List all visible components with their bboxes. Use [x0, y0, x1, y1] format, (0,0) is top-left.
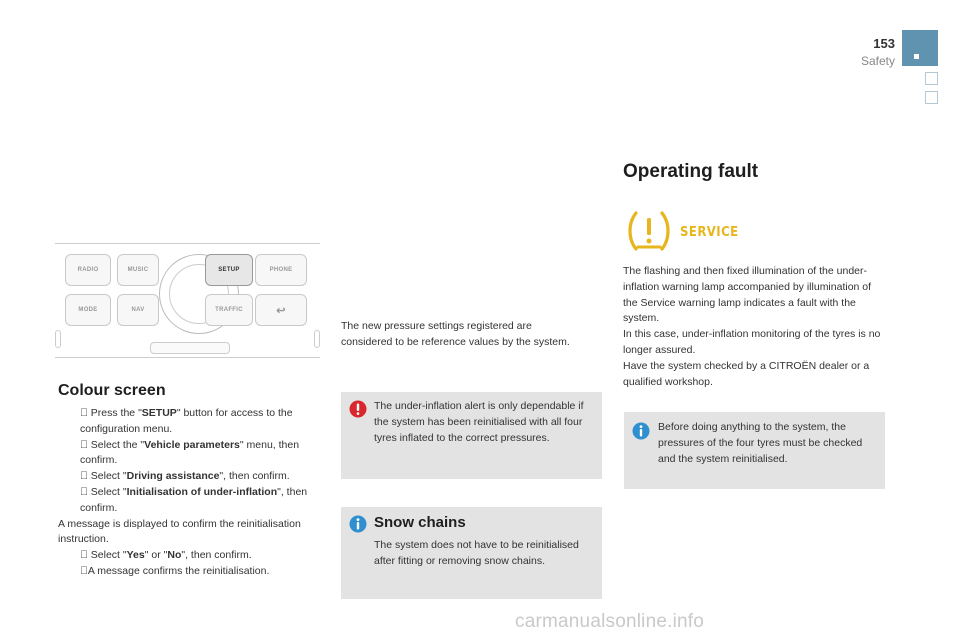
info-icon [349, 515, 367, 533]
step-bold: Yes [126, 549, 145, 562]
fault-description: The flashing and then fixed illumination of the under-inflation warning lamp accompanied by illumination of the Service warning lamp indicates a fault with the system. [623, 265, 872, 325]
step-bold: SETUP [141, 407, 177, 419]
step-text: Press the " [90, 407, 142, 419]
console-music-button: MUSIC [117, 254, 159, 286]
console-top-row-right [255, 254, 307, 286]
warning-note [341, 392, 602, 479]
step-text: " menu, then confirm. [80, 438, 300, 467]
step-text: ", then confirm. [219, 470, 290, 483]
console-back-button: ↩ [255, 294, 307, 326]
step-text: Select " [90, 485, 127, 498]
snow-chains-title: Snow chains [374, 514, 466, 531]
snow-chains-note [341, 507, 602, 599]
console-slot [150, 342, 230, 354]
console-setup-button: SETUP [205, 254, 253, 286]
step-item [58, 469, 323, 485]
under-inflation-warning-lamp-icon [627, 209, 671, 253]
info-note [624, 412, 885, 489]
step-text: Select " [90, 549, 127, 562]
step-bold: Vehicle parameters [144, 438, 240, 451]
step-item [58, 485, 323, 517]
step-text: " or " [144, 549, 168, 562]
watermark: carmanualsonline.info [515, 611, 705, 632]
warning-exclamation-icon [349, 400, 367, 418]
colour-screen-title: Colour screen [58, 382, 166, 399]
step-bold: Driving assistance [126, 470, 220, 483]
console-traffic-button: TRAFFIC [205, 294, 253, 326]
section-name: Safety [860, 54, 895, 68]
console-side-right [314, 330, 320, 348]
fault-line-3: Have the system checked by a CITROËN dealer or a qualified workshop. [623, 359, 870, 388]
colour-screen-steps [58, 406, 323, 580]
fault-line-2: In this case, under-inflation monitoring of the tyres is no longer assured. [623, 328, 881, 356]
section-tab-box [925, 72, 938, 85]
step-item [58, 406, 323, 438]
step-bold: Initialisation of under-inflation [126, 485, 278, 498]
console-radio-button: RADIO [65, 254, 111, 286]
new-pressure-text: The new pressure settings registered are considered to be reference values by the system. [341, 320, 570, 348]
console-illustration [55, 240, 320, 362]
step-text: ", then confirm. [80, 485, 308, 514]
snow-chains-text: The system does not have to be reinitialised after fitting or removing snow chains. [374, 539, 579, 567]
console-phone-button: PHONE [255, 254, 307, 286]
section-tab-box [925, 91, 938, 104]
tab-marker [914, 54, 919, 59]
step-text: Select " [90, 470, 127, 483]
final-note: A message confirms the reinitialisation. [87, 564, 270, 577]
operating-fault-title: Operating fault [623, 161, 759, 182]
page-number: 153 [873, 36, 895, 51]
step-bold: No [167, 549, 182, 562]
console-top-row [65, 254, 159, 286]
console-bottom-row [65, 294, 159, 326]
section-tab [902, 30, 938, 66]
info-icon [632, 422, 650, 440]
confirm-message: A message is displayed to confirm the reinitialisation instruction. [58, 517, 301, 546]
service-warning-lamp-icon: SERVICE [680, 225, 739, 240]
step-item [58, 548, 323, 564]
warning-note-text: The under-inflation alert is only dependable if the system has been reinitialised with all four tyres inflated to the correct pressures. [374, 400, 584, 444]
console-mode-button: MODE [65, 294, 111, 326]
console-nav-button: NAV [117, 294, 159, 326]
step-text: " button for access to the configuration menu. [80, 407, 293, 435]
step-text: Select the " [90, 438, 145, 451]
info-note-text: Before doing anything to the system, the pressures of the four tyres must be checked and the system reinitialised. [658, 421, 863, 465]
step-text: ", then confirm. [181, 549, 252, 562]
console-side-left [55, 330, 61, 348]
step-item [58, 438, 323, 470]
operating-fault-text [623, 264, 885, 390]
